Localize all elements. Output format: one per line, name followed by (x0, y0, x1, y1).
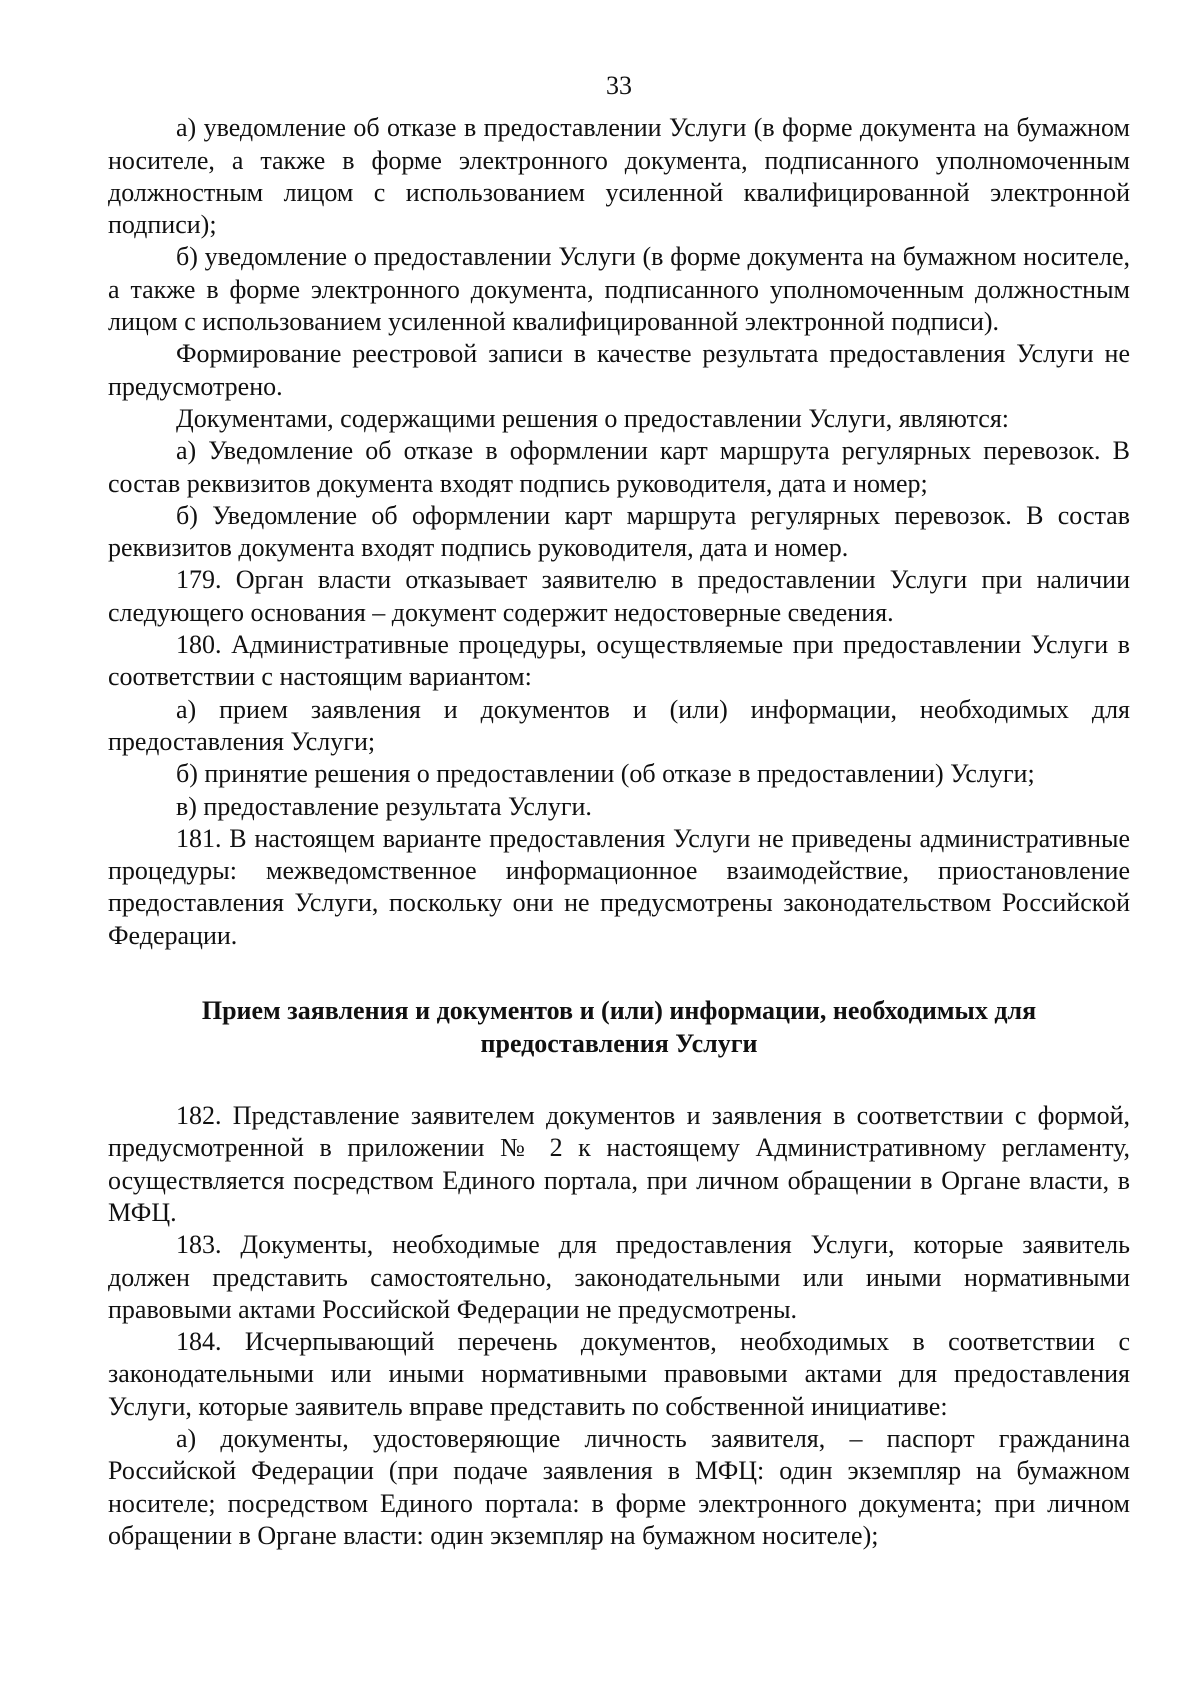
paragraph-184: 184. Исчерпывающий перечень документов, необходимых в соответствии с законодательными или иными нормативными правовыми актами для предоставления Услуги, которые заявитель вправе представить по собственной инициативе: (108, 1327, 1130, 1421)
paragraph-item-b-route-cards: б) Уведомление об оформлении карт маршрута регулярных перевозок. В состав реквизитов документа входят подпись руководителя, дата и номер. (108, 500, 1130, 563)
paragraph-item-a-refusal-route-cards: а) Уведомление об отказе в оформлении карт маршрута регулярных перевозок. В состав реквизитов документа входят подпись руководителя, дата и номер; (108, 436, 1130, 498)
document-page (108, 70, 1130, 1552)
paragraph-184-item-a: а) документы, удостоверяющие личность заявителя, – паспорт гражданина Российской Федерации (при подаче заявления в МФЦ: один экземпляр на бумажном носителе; посредством Единого портала: в форме электронного документа; при личном обращении в Органе власти: один экземпляр на бумажном носителе); (108, 1423, 1130, 1550)
paragraph-item-a-refusal-notice: а) уведомление об отказе в предоставлении Услуги (в форме документа на бумажном носителе, а также в форме электронного документа, подписанного уполномоченным должностным лицом с использованием усиленной квалифицированной электронной подписи); (108, 113, 1130, 240)
page-number: 33 (606, 71, 632, 100)
paragraph-183: 183. Документы, необходимые для предоставления Услуги, которые заявитель должен представить самостоятельно, законодательными или иными нормативными правовыми актами Российской Федерации не предусмотрены. (108, 1230, 1130, 1324)
paragraph-182: 182. Представление заявителем документов и заявления в соответствии с формой, предусмотренной в приложении № 2 к настоящему Административному регламенту, осуществляется посредством Единого портала, при личном обращении в Органе власти, в МФЦ. (108, 1101, 1130, 1227)
paragraph-179: 179. Орган власти отказывает заявителю в предоставлении Услуги при наличии следующего основания – документ содержит недостоверные сведения. (108, 565, 1130, 627)
paragraph-item-b-provision-notice: б) уведомление о предоставлении Услуги (в форме документа на бумажном носителе, а также в форме электронного документа, подписанного уполномоченным должностным лицом с использованием усиленной квалифицированной электронной подписи). (108, 242, 1130, 337)
section-heading: Прием заявления и документов и (или) информации, необходимых для предоставления Услуги (201, 996, 1037, 1059)
paragraph-registry-record: Формирование реестровой записи в качестве результата предоставления Услуги не предусмотрено. (108, 339, 1130, 401)
paragraph-180-item-b: б) принятие решения о предоставлении (об отказе в предоставлении) Услуги; (176, 759, 1035, 789)
paragraph-180: 180. Административные процедуры, осуществляемые при предоставлении Услуги в соответствии с настоящим вариантом: (108, 630, 1130, 692)
paragraph-180-item-a: а) прием заявления и документов и (или) информации, необходимых для предоставления Услуги; (108, 694, 1130, 756)
paragraph-180-item-c: в) предоставление результата Услуги. (176, 791, 592, 821)
paragraph-181: 181. В настоящем варианте предоставления Услуги не приведены административные процедуры: межведомственное информационное взаимодействие, приостановление предоставления Услуги, поскольку они не предусмотрены законодательством Российской Федерации. (108, 823, 1130, 950)
paragraph-decision-documents: Документами, содержащими решения о предоставлении Услуги, являются: (176, 403, 1010, 433)
